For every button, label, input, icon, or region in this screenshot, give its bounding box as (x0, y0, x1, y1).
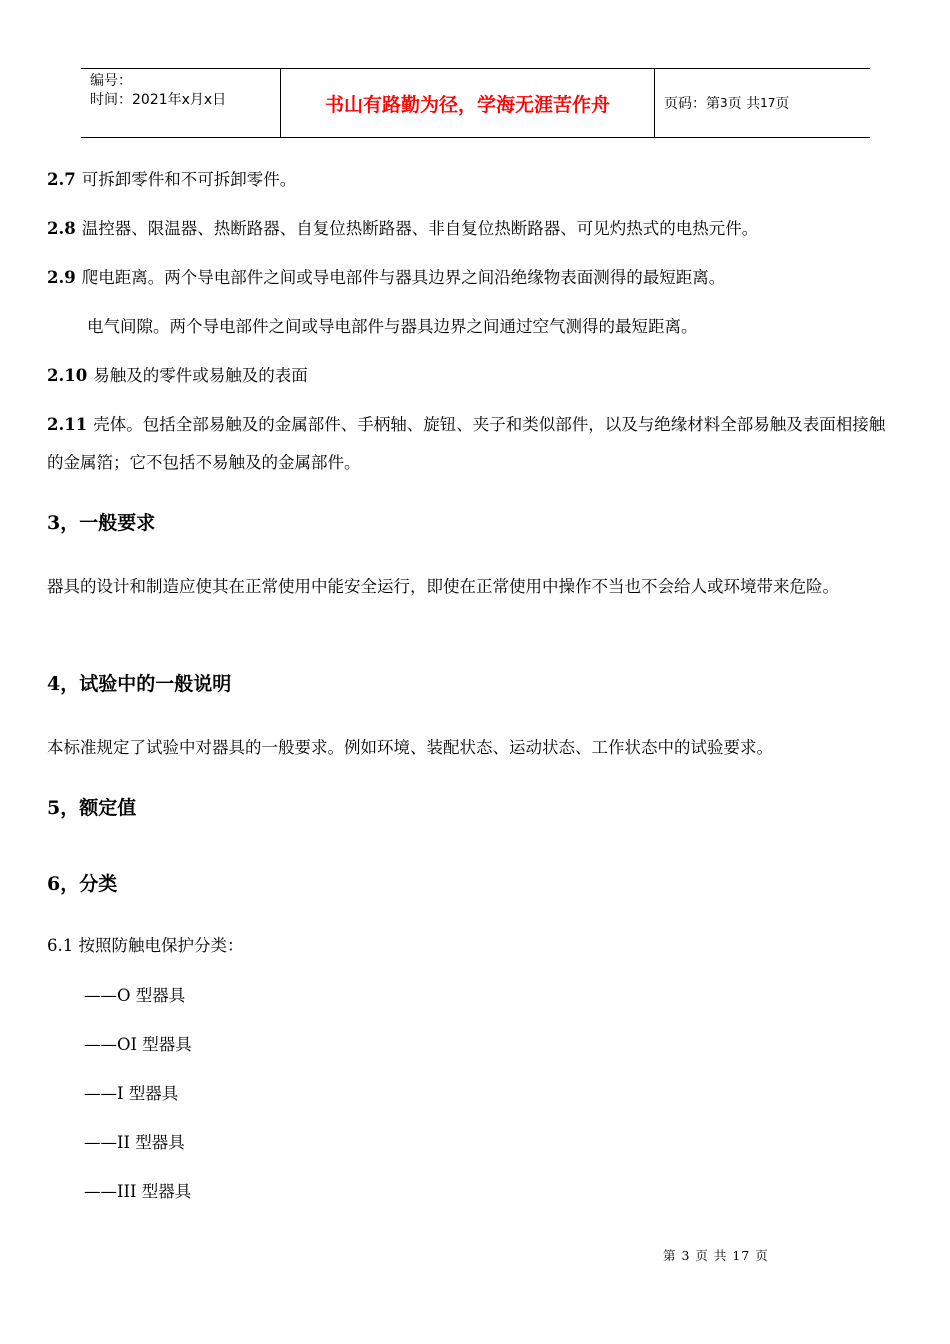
section-heading-4 (47, 669, 231, 699)
list-item: ——III 型器具 (84, 1182, 192, 1201)
section-title: 分类 (79, 873, 118, 895)
clause-2-10 (47, 357, 892, 395)
page-prefix: 页码：第 (664, 96, 720, 112)
section-title: 一般要求 (79, 512, 156, 534)
clause-text: 易触及的零件或易触及的表面 (93, 366, 308, 385)
document-time-label: 时间：2021年x月x日 (90, 92, 227, 108)
section-number: 6， (47, 873, 80, 895)
page-footer: 第 3 页 共 17 页 (663, 1248, 769, 1263)
clause-2-8 (47, 210, 892, 248)
document-number-label: 编号： (90, 73, 132, 89)
section-heading-3 (47, 508, 155, 538)
clause-2-7 (47, 161, 892, 199)
section-heading-6 (47, 869, 117, 899)
section-title: 额定值 (79, 797, 137, 819)
header-motto: 书山有路勤为径，学海无涯苦作舟 (281, 69, 655, 137)
page-current: 3 (720, 96, 728, 110)
clause-text: 电气间隙。两个导电部件之间或导电部件与器具边界之间通过空气测得的最短距离。 (87, 317, 698, 336)
section-3-body: 器具的设计和制造应使其在正常使用中能安全运行，即使在正常使用中操作不当也不会给人或环境带来危险。 (47, 577, 839, 596)
clause-number: 2.10 (47, 366, 88, 385)
section-number: 5， (47, 797, 80, 819)
list-item: ——OI 型器具 (84, 1035, 192, 1054)
clause-text: 爬电距离。两个导电部件之间或导电部件与器具边界之间沿绝缘物表面测得的最短距离。 (81, 268, 726, 287)
page-suffix: 页 (775, 96, 790, 112)
classification-intro: 6.1 按照防触电保护分类： (47, 936, 244, 955)
list-item: ——I 型器具 (84, 1084, 179, 1103)
clause-number: 2.8 (47, 219, 76, 238)
section-number: 3， (47, 512, 80, 534)
clause-text: 可拆卸零件和不可拆卸零件。 (81, 170, 297, 189)
list-item: ——II 型器具 (84, 1133, 185, 1152)
page-header (81, 68, 870, 138)
clause-2-9 (47, 259, 892, 297)
header-info-cell (81, 69, 281, 137)
clause-2-9-clearance (87, 308, 932, 346)
clause-2-11 (47, 406, 892, 482)
clause-number: 2.9 (47, 268, 76, 287)
section-4-body: 本标准规定了试验中对器具的一般要求。例如环境、装配状态、运动状态、工作状态中的试验要求。 (47, 738, 773, 757)
clause-text: 壳体。包括全部易触及的金属部件、手柄轴、旋钮、夹子和类似部件，以及与绝缘材料全部易触及表面相接触的金属箔；它不包括不易触及的金属部件。 (47, 415, 886, 472)
clause-number: 2.11 (47, 415, 88, 434)
header-page-info (655, 69, 870, 137)
section-title: 试验中的一般说明 (79, 673, 232, 695)
page-middle: 页 共 (727, 96, 761, 112)
section-number: 4， (47, 673, 80, 695)
clause-text: 温控器、限温器、热断路器、自复位热断路器、非自复位热断路器、可见灼热式的电热元件。 (81, 219, 759, 238)
clause-number: 2.7 (47, 170, 76, 189)
page-total: 17 (760, 96, 776, 110)
list-item: ——O 型器具 (84, 986, 186, 1005)
section-heading-5 (47, 793, 136, 823)
